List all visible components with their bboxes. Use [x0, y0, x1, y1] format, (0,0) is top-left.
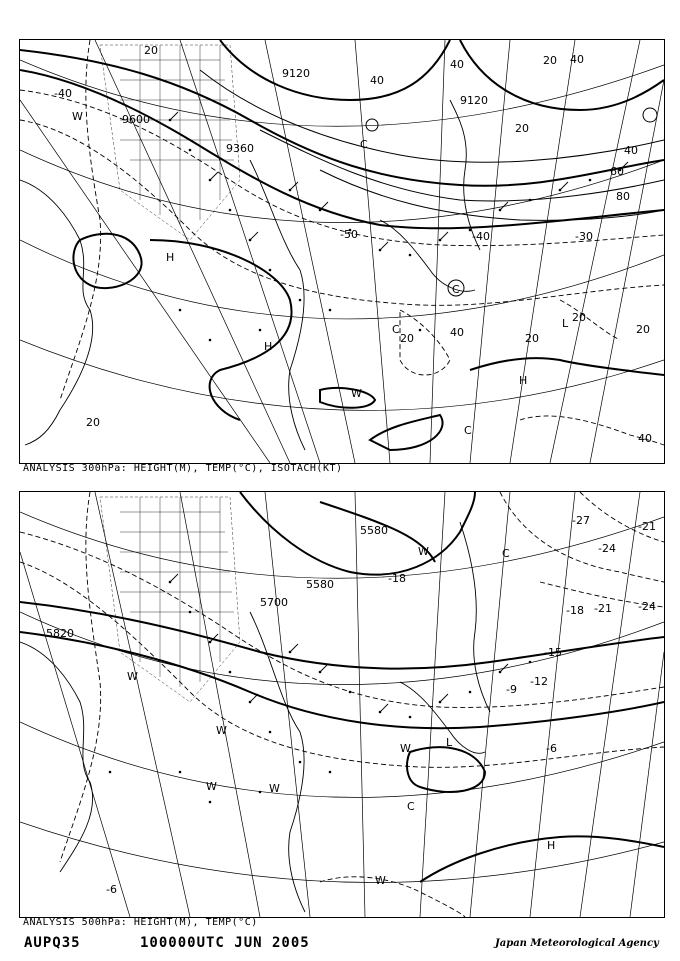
pressure-center: C [502, 547, 510, 560]
isotach-label: 20 [86, 416, 100, 429]
height-label: 5820 [46, 627, 74, 640]
temp-label: -15 [544, 646, 562, 659]
map-panel-500hpa [19, 491, 665, 918]
height-label: 9120 [282, 67, 310, 80]
pressure-center: W [269, 782, 280, 795]
height-contours [20, 492, 664, 882]
pressure-center: L [562, 317, 569, 330]
height-label: 5580 [306, 578, 334, 591]
temperature-contours [20, 492, 664, 917]
isotach-label: 20 [515, 122, 529, 135]
height-label: 9600 [122, 113, 150, 126]
pressure-center: W [72, 110, 83, 123]
temp-label: -24 [638, 600, 656, 613]
temp-label: -27 [572, 514, 590, 527]
pressure-center: C [407, 800, 415, 813]
pressure-center: W [418, 545, 429, 558]
pressure-center: W [127, 670, 138, 683]
valid-time: 100000UTC JUN 2005 [140, 935, 310, 951]
pressure-center: W [351, 387, 362, 400]
pressure-center: W [206, 780, 217, 793]
pressure-center: L [446, 736, 453, 749]
temp-label: -18 [566, 604, 584, 617]
temp-label: -40 [472, 230, 490, 243]
pressure-center: W [216, 724, 227, 737]
isotach-label: 40 [450, 326, 464, 339]
panel-caption-300hpa: ANALYSIS 300hPa: HEIGHT(M), TEMP(°C), ISOTACH(KT) [23, 463, 343, 474]
pressure-center: C [452, 283, 460, 296]
isotach-label: 60 [610, 165, 624, 178]
temp-label: -21 [594, 602, 612, 615]
temp-label: -30 [575, 230, 593, 243]
height-label: 9360 [226, 142, 254, 155]
pressure-center: H [264, 340, 273, 353]
temp-label: -18 [388, 572, 406, 585]
agency-credit: Japan Meteorological Agency [495, 938, 659, 949]
graticule-parallels [20, 512, 664, 883]
temp-label: -12 [530, 675, 548, 688]
pressure-center: H [519, 374, 528, 387]
isotach-label: 80 [616, 190, 630, 203]
temp-label: -21 [638, 520, 656, 533]
terrain-hatch [100, 497, 240, 702]
isotach-label: 40 [570, 53, 584, 66]
temp-label: -24 [598, 542, 616, 555]
pressure-center: W [400, 742, 411, 755]
panel-caption-500hpa: ANALYSIS 500hPa: HEIGHT(M), TEMP(°C) [23, 917, 258, 928]
isotach-label: 20 [400, 332, 414, 345]
pressure-center: C [392, 323, 400, 336]
height-label: 5700 [260, 596, 288, 609]
temp-label: -40 [54, 87, 72, 100]
temp-label: -9 [506, 683, 517, 696]
height-label: 9120 [460, 94, 488, 107]
temp-label: -50 [340, 228, 358, 241]
pressure-center: H [166, 251, 175, 264]
isotach-label: 20 [572, 311, 586, 324]
isotach-label: 20 [144, 44, 158, 57]
isotach-label: 40 [370, 74, 384, 87]
isotach-label: 40 [450, 58, 464, 71]
pressure-center: C [360, 138, 368, 151]
coastlines [20, 522, 490, 912]
isotach-label: 20 [636, 323, 650, 336]
temp-label: -6 [546, 742, 557, 755]
isotach-label: 40 [638, 432, 652, 445]
height-label: 5580 [360, 524, 388, 537]
isotach-label: 20 [543, 54, 557, 67]
isotach-label: 20 [525, 332, 539, 345]
pressure-center: H [547, 839, 556, 852]
map-500hpa-svg [20, 492, 664, 917]
temp-label: -6 [106, 883, 117, 896]
wind-barbs [170, 574, 508, 712]
graticule-meridians [20, 40, 664, 463]
wind-barbs [170, 112, 628, 250]
isotach-label: 40 [624, 144, 638, 157]
station-plots [109, 581, 532, 804]
chart-id: AUPQ35 [24, 935, 81, 951]
pressure-center: W [375, 874, 386, 887]
pressure-center: C [464, 424, 472, 437]
map-panel-300hpa [19, 39, 665, 464]
height-contours [20, 40, 664, 450]
graticule-meridians [20, 492, 664, 917]
map-300hpa-svg [20, 40, 664, 463]
